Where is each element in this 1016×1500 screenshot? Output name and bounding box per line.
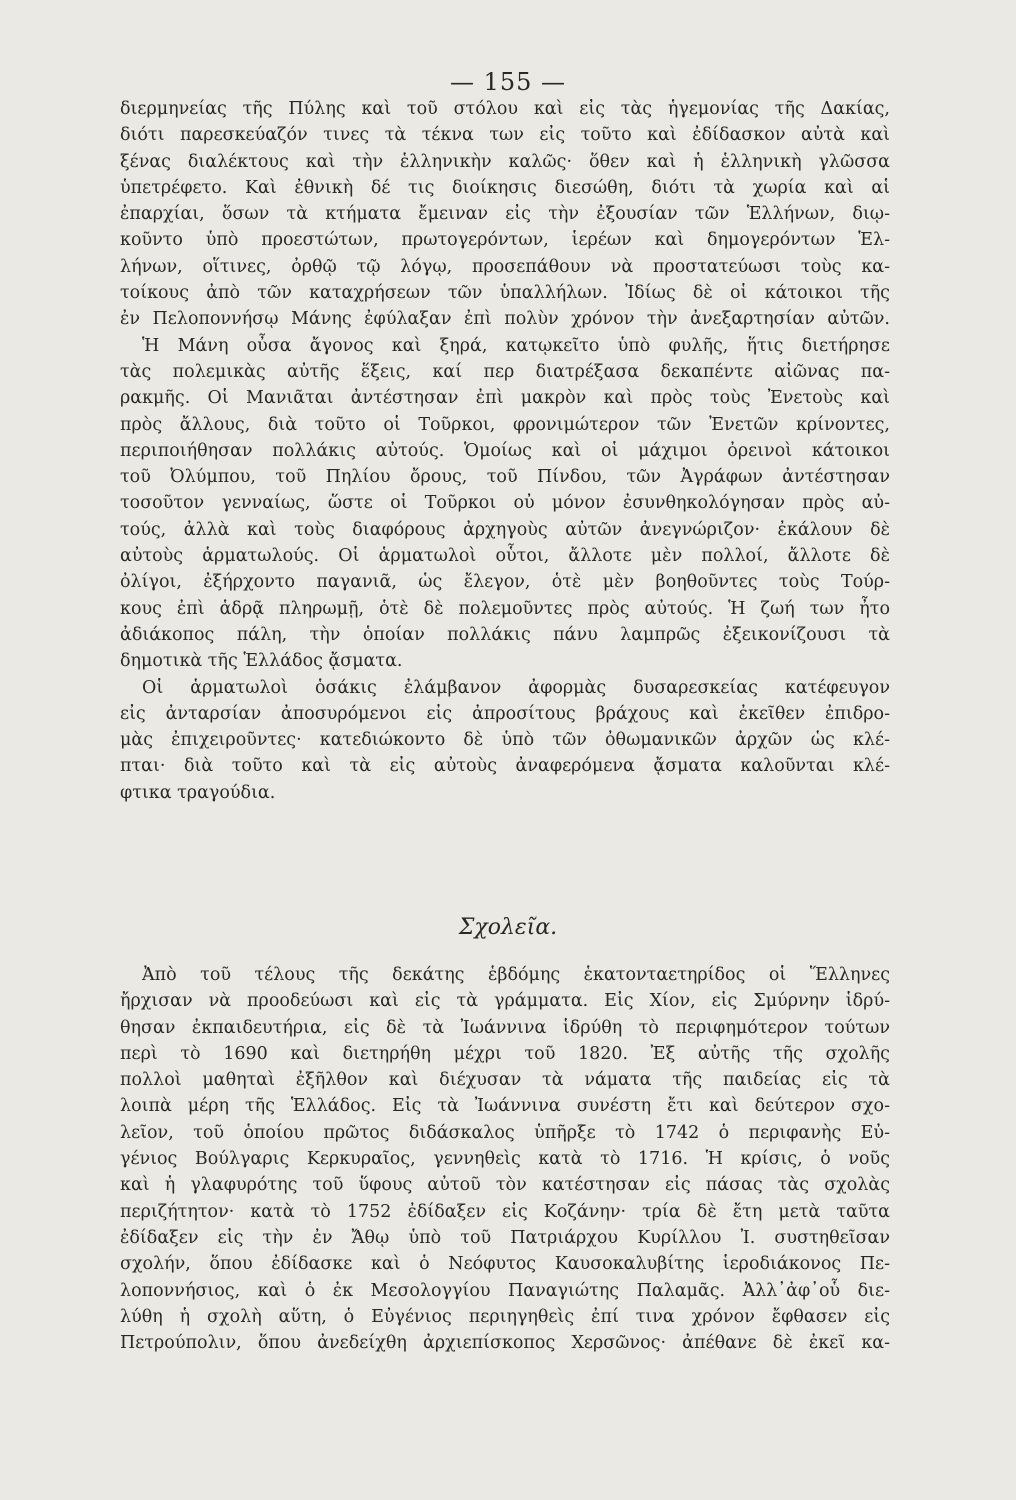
- text-line: Πετρούπολιν, ὅπου ἀνεδείχθη ἀρχιεπίσκοπος Χερσῶνος· ἀπέθανε δὲ ἐκεῖ κα-: [120, 1333, 890, 1354]
- text-line: ἀδιάκοπος πάλη, τὴν ὁποίαν πολλάκις πάνυ λαμπρῶς ἐξεικονίζουσι τὰ: [120, 624, 890, 645]
- text-line: περὶ τὸ 1690 καὶ διετηρήθη μέχρι τοῦ 1820. Ἐξ αὐτῆς τῆς σχολῆς: [120, 1043, 890, 1064]
- text-line: φτικα τραγούδια.: [120, 782, 276, 803]
- text-line: ἐν Πελοποννήσῳ Μάνης ἐφύλαξαν ἐπὶ πολὺν χρόνον τὴν ἀνεξαρτησίαν αὐτῶν.: [120, 309, 890, 330]
- text-line: ἤρχισαν νὰ προοδεύωσι καὶ εἰς τὰ γράμματα. Εἰς Χίον, εἰς Σμύρνην ἱδρύ-: [120, 991, 890, 1012]
- text-line: λύθη ἡ σχολὴ αὕτη, ὁ Εὐγένιος περιηγηθεὶς ἐπί τινα χρόνον ἔφθασεν εἰς: [120, 1306, 890, 1327]
- text-line: πολλοὶ μαθηταὶ ἐξῆλθον καὶ διέχυσαν τὰ νάματα τῆς παιδείας εἰς τὰ: [120, 1070, 890, 1091]
- text-line: περιποιήθησαν πολλάκις αὐτούς. Ὁμοίως καὶ οἱ μάχιμοι ὀρεινοὶ κάτοικοι: [120, 440, 890, 461]
- text-line: Ἀπὸ τοῦ τέλους τῆς δεκάτης ἑβδόμης ἑκατονταετηρίδος οἱ Ἕλληνες: [142, 965, 890, 985]
- text-line: δημοτικὰ τῆς Ἑλλάδος ᾄσματα.: [120, 651, 403, 672]
- text-line: γένιος Βούλγαρις Κερκυραῖος, γεννηθεὶς κατὰ τὸ 1716. Ἡ κρίσις, ὁ νοῦς: [120, 1149, 890, 1170]
- text-line: τὰς πολεμικὰς αὐτῆς ἕξεις, καί περ διατρέξασα δεκαπέντε αἰῶνας πα-: [120, 361, 890, 382]
- text-line: θησαν ἐκπαιδευτήρια, εἰς δὲ τὰ Ἰωάννινα ἱδρύθη τὸ περιφημότερον τούτων: [120, 1017, 890, 1038]
- text-line: καὶ ἡ γλαφυρότης τοῦ ὕφους αὐτοῦ τὸν κατέστησαν εἰς πάσας τὰς σχολὰς: [120, 1175, 890, 1196]
- text-line: τοίκους ἀπὸ τῶν καταχρήσεων τῶν ὑπαλλήλων. Ἰδίως δὲ οἱ κάτοικοι τῆς: [120, 283, 890, 304]
- text-line: τοῦ Ὀλύμπου, τοῦ Πηλίου ὄρους, τοῦ Πίνδου, τῶν Ἀγράφων ἀντέστησαν: [120, 467, 890, 488]
- text-line: περιζήτητον· κατὰ τὸ 1752 ἐδίδαξεν εἰς Κοζάνην· τρία δὲ ἔτη μετὰ ταῦτα: [120, 1201, 890, 1222]
- text-line: μὰς ἐπιχειροῦντες· κατεδιώκοντο δὲ ὑπὸ τῶν ὀθωμανικῶν ἀρχῶν ὡς κλέ-: [120, 730, 890, 751]
- text-line: ξένας διαλέκτους καὶ τὴν ἑλληνικὴν καλῶς· ὅθεν καὶ ἡ ἑλληνικὴ γλῶσσα: [120, 151, 890, 172]
- page-number: — 155 —: [449, 68, 567, 96]
- text-line: διότι παρεσκεύαζόν τινες τὰ τέκνα των εἰς τοῦτο καὶ ἐδίδασκον αὐτὰ καὶ: [120, 125, 890, 146]
- text-line: διερμηνείας τῆς Πύλης καὶ τοῦ στόλου καὶ εἰς τὰς ἡγεμονίας τῆς Δακίας,: [120, 99, 890, 119]
- text-line: ἐπαρχίαι, ὅσων τὰ κτήματα ἔμειναν εἰς τὴν ἐξουσίαν τῶν Ἑλλήνων, διῳ-: [120, 204, 890, 225]
- text-line: λεῖον, τοῦ ὁποίου πρῶτος διδάσκαλος ὑπῆρξε τὸ 1742 ὁ περιφανὴς Εὐ-: [120, 1122, 890, 1143]
- text-line: ρακμῆς. Οἱ Μανιᾶται ἀντέστησαν ἐπὶ μακρὸν καὶ πρὸς τοὺς Ἐνετοὺς καὶ: [120, 388, 890, 409]
- section-heading: Σχολεῖα.: [458, 915, 558, 940]
- text-line: ἐδίδαξεν εἰς τὴν ἐν Ἄθῳ ὑπὸ τοῦ Πατριάρχου Κυρίλλου Ἰ. συστηθεῖσαν: [120, 1227, 890, 1248]
- text-line: ὑπετρέφετο. Καὶ ἐθνικὴ δέ τις διοίκησις διεσώθη, διότι τὰ χωρία καὶ αἱ: [120, 177, 890, 198]
- section-1-text: [120, 96, 890, 806]
- text-line: εἰς ἀνταρσίαν ἀποσυρόμενοι εἰς ἀπροσίτους βράχους καὶ ἐκεῖθεν ἐπιδρο-: [120, 703, 890, 724]
- text-line: τούς, ἀλλὰ καὶ τοὺς διαφόρους ἀρχηγοὺς αὐτῶν ἀνεγνώριζον· ἐκάλουν δὲ: [120, 519, 890, 540]
- text-line: λοιπὰ μέρη τῆς Ἑλλάδος. Εἰς τὰ Ἰωάννινα συνέστη ἔτι καὶ δεύτερον σχο-: [120, 1096, 890, 1117]
- text-line: πρὸς ἄλλους, διὰ τοῦτο οἱ Τοῦρκοι, φρονιμώτερον τῶν Ἐνετῶν κρίνοντες,: [120, 414, 890, 435]
- text-line: κους ἐπὶ ἁδρᾷ πληρωμῇ, ὁτὲ δὲ πολεμοῦντες πρὸς αὐτούς. Ἡ ζωή των ἦτο: [120, 598, 890, 619]
- text-line: αὐτοὺς ἁρματωλούς. Οἱ ἁρματωλοὶ οὗτοι, ἄλλοτε μὲν πολλοί, ἄλλοτε δὲ: [120, 546, 890, 567]
- text-line: Ἡ Μάνη οὖσα ἄγονος καὶ ξηρά, κατῳκεῖτο ὑπὸ φυλῆς, ἥτις διετήρησε: [142, 335, 890, 356]
- text-line: λήνων, οἵτινες, ὀρθῷ τῷ λόγῳ, προσεπάθουν νὰ προστατεύωσι τοὺς κα-: [120, 256, 890, 277]
- text-line: κοῦντο ὑπὸ προεστώτων, πρωτογερόντων, ἱερέων καὶ δημογερόντων Ἑλ-: [120, 230, 890, 251]
- text-line: πται· διὰ τοῦτο καὶ τὰ εἰς αὐτοὺς ἀναφερόμενα ᾄσματα καλοῦνται κλέ-: [120, 756, 890, 777]
- text-line: λοποννήσιος, καὶ ὁ ἐκ Μεσολογγίου Παναγιώτης Παλαμᾶς. Ἀλλ᾽ἀφ᾽οὗ διε-: [120, 1280, 890, 1301]
- text-line: ὀλίγοι, ἐξήρχοντο παγανιᾶ, ὡς ἔλεγον, ὁτὲ μὲν βοηθοῦντες τοὺς Τούρ-: [120, 572, 890, 593]
- text-line: Οἱ ἁρματωλοὶ ὁσάκις ἐλάμβανον ἀφορμὰς δυσαρεσκείας κατέφευγον: [142, 677, 890, 698]
- text-line: σχολήν, ὅπου ἐδίδασκε καὶ ὁ Νεόφυτος Καυσοκαλυβίτης ἱεροδιάκονος Πε-: [120, 1254, 890, 1275]
- section-2-text: [120, 962, 890, 1356]
- text-line: τοσοῦτον γενναίως, ὥστε οἱ Τοῦρκοι οὐ μόνον ἐσυνθηκολόγησαν πρὸς αὐ-: [120, 493, 890, 514]
